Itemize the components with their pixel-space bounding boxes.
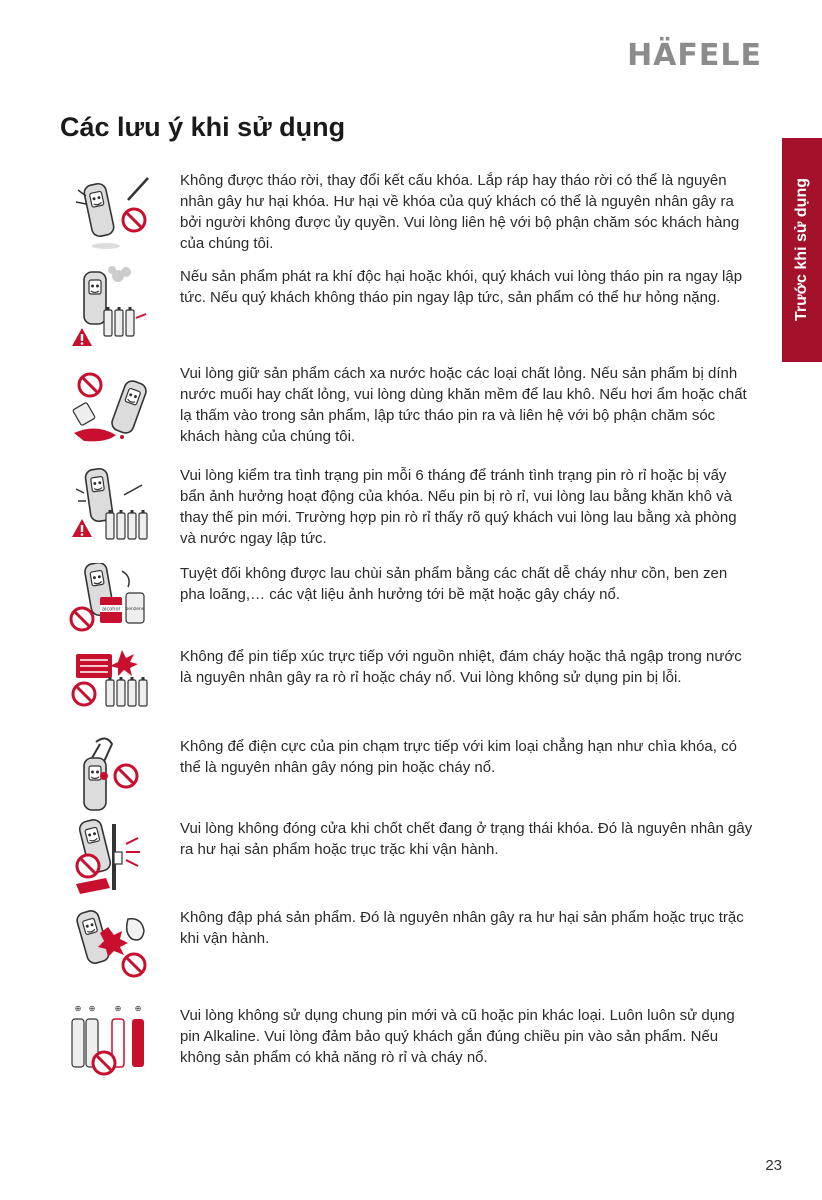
precaution-text: Vui lòng kiểm tra tình trạng pin mỗi 6 tháng để tránh tình trạng pin rò rỉ hoặc bị vấy bẩn ảnh hưởng hoạt động của khóa. Nếu pin bị rò rỉ, vui lòng lau bằng khăn khô và thay thế pin mới. Trường hợp pin rò rỉ thấy rõ quý khách vui lòng lau bằng xà phòng và nước ngay lập tức. bbox=[180, 467, 737, 547]
page-title: Các lưu ý khi sử dụng bbox=[60, 112, 346, 142]
chemical-cleaning-icon bbox=[66, 563, 156, 649]
precaution-item bbox=[60, 1005, 760, 1095]
battery-check-icon bbox=[66, 465, 156, 551]
water-warning-icon bbox=[66, 363, 156, 449]
benzene-label: benzene bbox=[125, 607, 145, 612]
precaution-text: Nếu sản phẩm phát ra khí độc hại hoặc khói, quý khách vui lòng tháo pin ra ngay lập tức. Nếu quý khách không tháo pin ngay lập tức, sản phẩm có thể hư hỏng nặng. bbox=[180, 268, 743, 306]
precaution-item bbox=[60, 363, 760, 453]
svg-text:⊕: ⊕ bbox=[88, 1005, 96, 1013]
smoke-warning-icon bbox=[66, 266, 156, 352]
precaution-text: Vui lòng không sử dụng chung pin mới và cũ hoặc pin khác loại. Luôn luôn sử dụng pin Alkaline. Vui lòng đảm bảo quý khách gắn đúng chiều pin vào sản phẩm. Nếu không sản phẩm có khả năng rò rỉ và cháy nổ. bbox=[180, 1007, 735, 1066]
precaution-text: Không được tháo rời, thay đổi kết cấu khóa. Lắp ráp hay tháo rời có thể là nguyên nhân gây hư hại khóa. Hư hại về khóa của quý khách có thể là nguyên nhân gây ra bởi người không được ủy quyền. Vui lòng liên hệ với bộ phận chăm sóc khách hàng của chúng tôi. bbox=[180, 172, 740, 252]
door-closing-icon bbox=[66, 818, 156, 904]
precaution-item bbox=[60, 736, 760, 826]
precaution-item bbox=[60, 907, 760, 997]
precaution-item bbox=[60, 170, 760, 260]
heat-fire-icon bbox=[66, 646, 156, 732]
precaution-item bbox=[60, 818, 760, 908]
alcohol-label: alcohol bbox=[102, 606, 120, 613]
section-side-tab bbox=[782, 138, 822, 362]
side-tab-label: Trước khi sử dụng bbox=[793, 178, 810, 322]
precaution-text: Vui lòng không đóng cửa khi chốt chết đang ở trạng thái khóa. Đó là nguyên nhân gây ra hư hại sản phẩm hoặc trục trặc khi vận hành. bbox=[180, 820, 753, 858]
svg-text:⊕: ⊕ bbox=[134, 1005, 142, 1013]
svg-text:⊕: ⊕ bbox=[74, 1005, 82, 1013]
brand-logo: HÄFELE bbox=[627, 38, 762, 73]
precaution-text: Tuyệt đối không được lau chùi sản phẩm bằng các chất dễ cháy như cồn, ben zen pha loãng,… các vật liệu ảnh hưởng tới bề mặt hoặc gây cháy nổ. bbox=[180, 565, 728, 603]
precaution-item bbox=[60, 563, 760, 653]
disassemble-icon bbox=[66, 170, 156, 256]
precaution-item bbox=[60, 266, 760, 356]
precaution-item bbox=[60, 646, 760, 736]
precaution-text: Vui lòng giữ sản phẩm cách xa nước hoặc các loại chất lỏng. Nếu sản phẩm bị dính nước muối hay chất lỏng, vui lòng dùng khăn mềm để lau khô. Nếu hơi ẩm hoặc chất lạ thấm vào trong sản phẩm, lập tức tháo pin ra và liên hệ với bộ phận chăm sóc khách hàng của chúng tôi. bbox=[180, 365, 747, 445]
page-number: 23 bbox=[765, 1157, 782, 1174]
impact-icon bbox=[66, 907, 156, 993]
precaution-item bbox=[60, 465, 760, 555]
mixed-batteries-icon bbox=[66, 1005, 156, 1091]
precaution-text: Không đập phá sản phẩm. Đó là nguyên nhân gây ra hư hại sản phẩm hoặc trục trặc khi vận hành. bbox=[180, 909, 744, 947]
svg-text:⊕: ⊕ bbox=[114, 1005, 122, 1013]
metal-contact-icon bbox=[66, 736, 156, 822]
precaution-text: Không để điện cực của pin chạm trực tiếp với kim loại chẳng hạn như chìa khóa, có thể là nguyên nhân gây nóng pin hoặc cháy nổ. bbox=[180, 738, 737, 776]
precaution-text: Không để pin tiếp xúc trực tiếp với nguồn nhiệt, đám cháy hoặc thả ngập trong nước là nguyên nhân gây ra rò rỉ hoặc cháy nổ. Vui lòng không sử dụng pin bị lỗi. bbox=[180, 648, 742, 686]
